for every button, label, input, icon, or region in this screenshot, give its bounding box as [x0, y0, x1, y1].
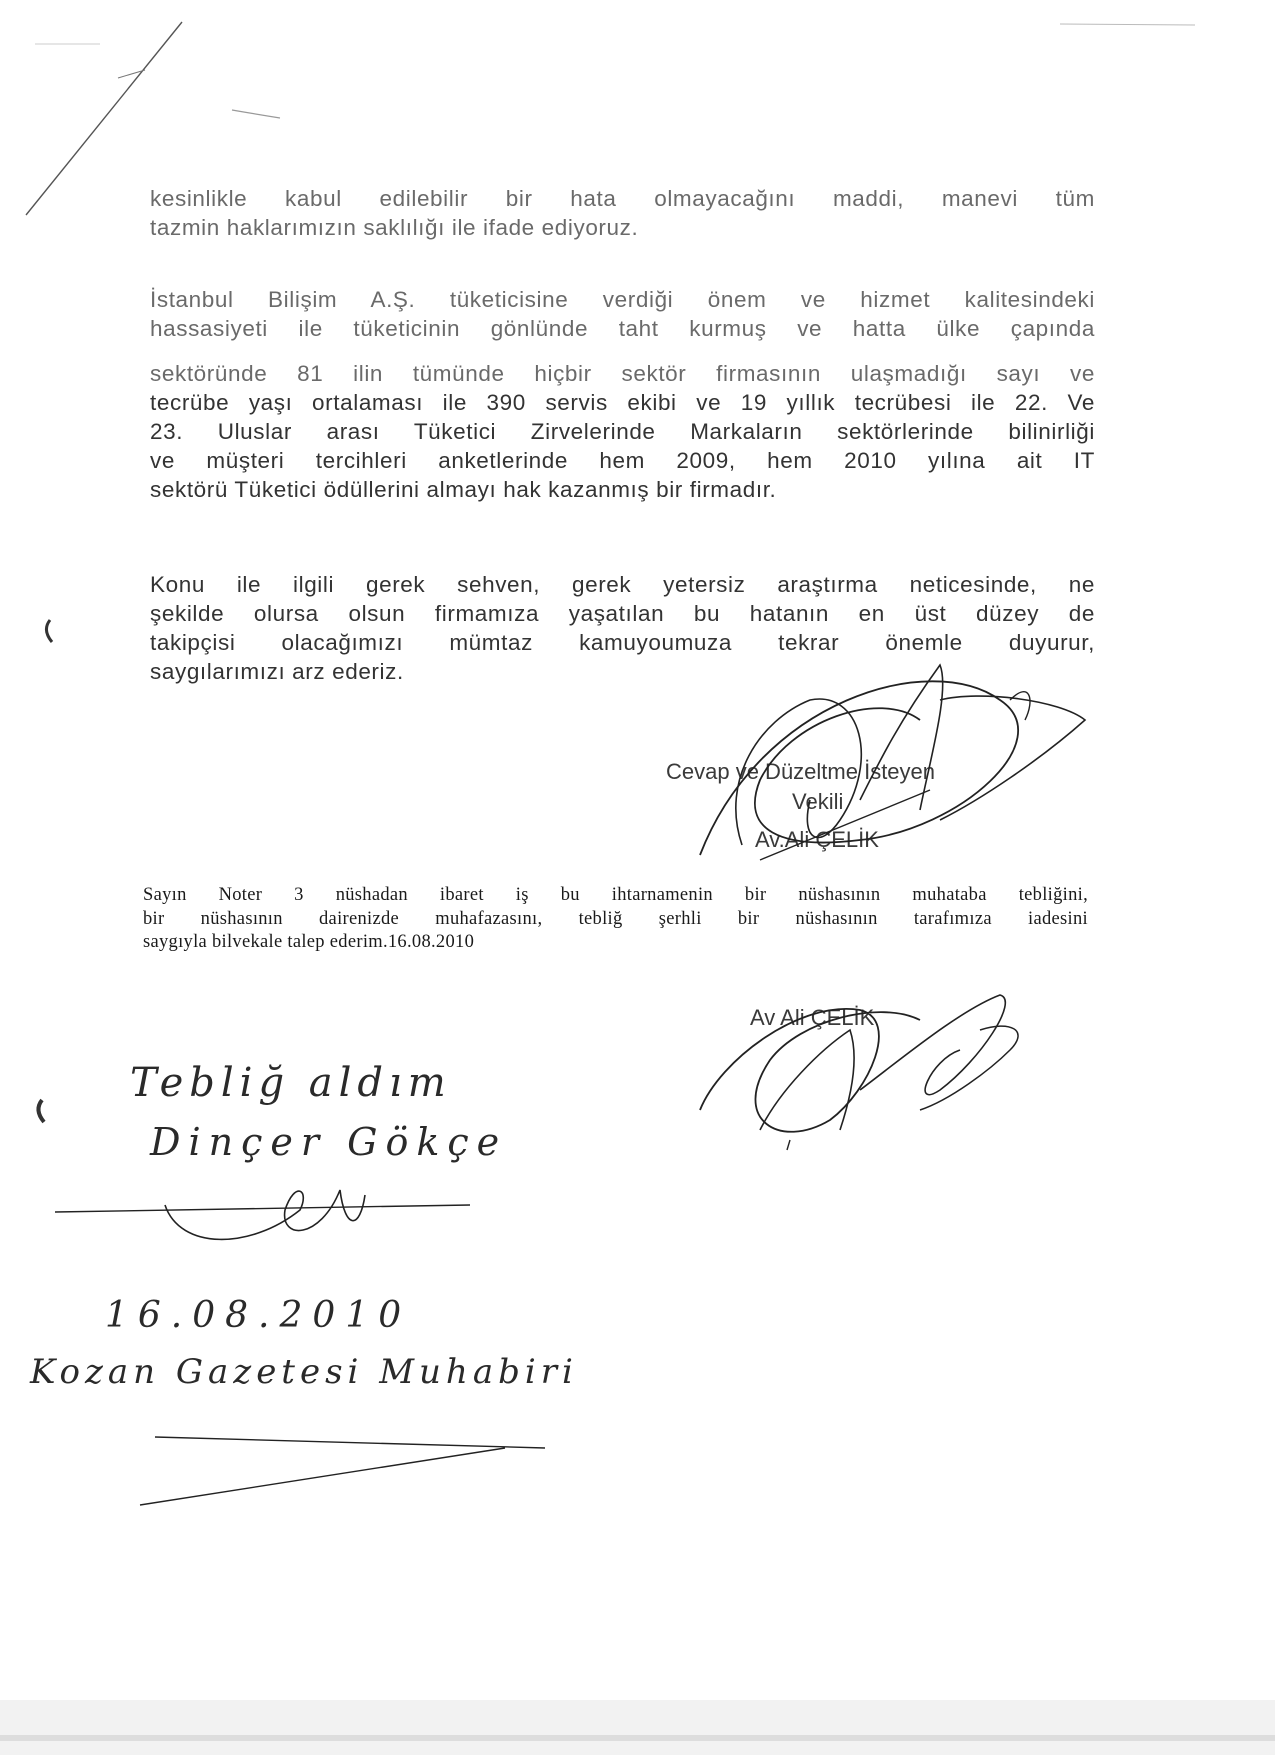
handwritten-date: 16.08.2010	[105, 1295, 412, 1336]
text-line: Sayın Noter 3 nüshadan ibaret iş bu ihtarnamenin bir nüshasının muhataba tebliğini,	[143, 885, 1088, 905]
text-line: ve müşteri tercihleri anketlerinde hem 2009, hem 2010 yılına ait IT	[150, 448, 1095, 473]
text-line: tazmin haklarımızın saklılığı ile ifade ediyoruz.	[150, 215, 639, 240]
text-line: 23. Uluslar arası Tüketici Zirvelerinde Markaların sektörlerinde bilinirliği	[150, 419, 1095, 444]
text-line: tecrübe yaşı ortalaması ile 390 servis ekibi ve 19 yıllık tecrübesi ile 22. Ve	[150, 390, 1095, 415]
text-line: sektörü Tüketici ödüllerini almayı hak kazanmış bir firmadır.	[150, 477, 777, 502]
signature-block-title: Cevap ve Düzeltme İsteyen	[666, 759, 936, 784]
handwritten-line-1: Tebliğ aldım	[130, 1060, 452, 1106]
text-line: takipçisi olacağımızı mümtaz kamuyoumuza tekrar önemle duyurur,	[150, 630, 1095, 655]
text-line: İstanbul Bilişim A.Ş. tüketicisine verdiği önem ve hizmet kalitesindeki	[150, 287, 1095, 312]
signature-block-role: Vekili	[792, 789, 844, 814]
signature-block-name: Av.Ali ÇELİK	[755, 827, 879, 852]
text-line: şekilde olursa olsun firmamıza yaşatılan bu hatanın en üst düzey de	[150, 601, 1095, 626]
handwritten-line-2: Dinçer Gökçe	[150, 1120, 508, 1164]
text-line: kesinlikle kabul edilebilir bir hata olmayacağını maddi, manevi tüm	[150, 186, 1095, 211]
signature-2-name: Av Ali ÇELİK	[750, 1005, 875, 1030]
text-line: saygılarımızı arz ederiz.	[150, 659, 404, 684]
handwritten-line-4: Kozan Gazetesi Muhabiri	[30, 1352, 578, 1392]
text-line: hassasiyeti ile tüketicinin gönlünde taht kurmuş ve hatta ülke çapında	[150, 316, 1095, 341]
text-line: bir nüshasının dairenizde muhafazasını, tebliğ şerhli bir nüshasının tarafımıza iadesini	[143, 908, 1088, 929]
text-line: sektöründe 81 ilin tümünde hiçbir sektör firmasının ulaşmadığı sayı ve	[150, 361, 1095, 386]
text-line: saygıyla bilvekale talep ederim.16.08.2010	[143, 932, 475, 952]
text-line: Konu ile ilgili gerek sehven, gerek yetersiz araştırma neticesinde, ne	[150, 572, 1095, 597]
